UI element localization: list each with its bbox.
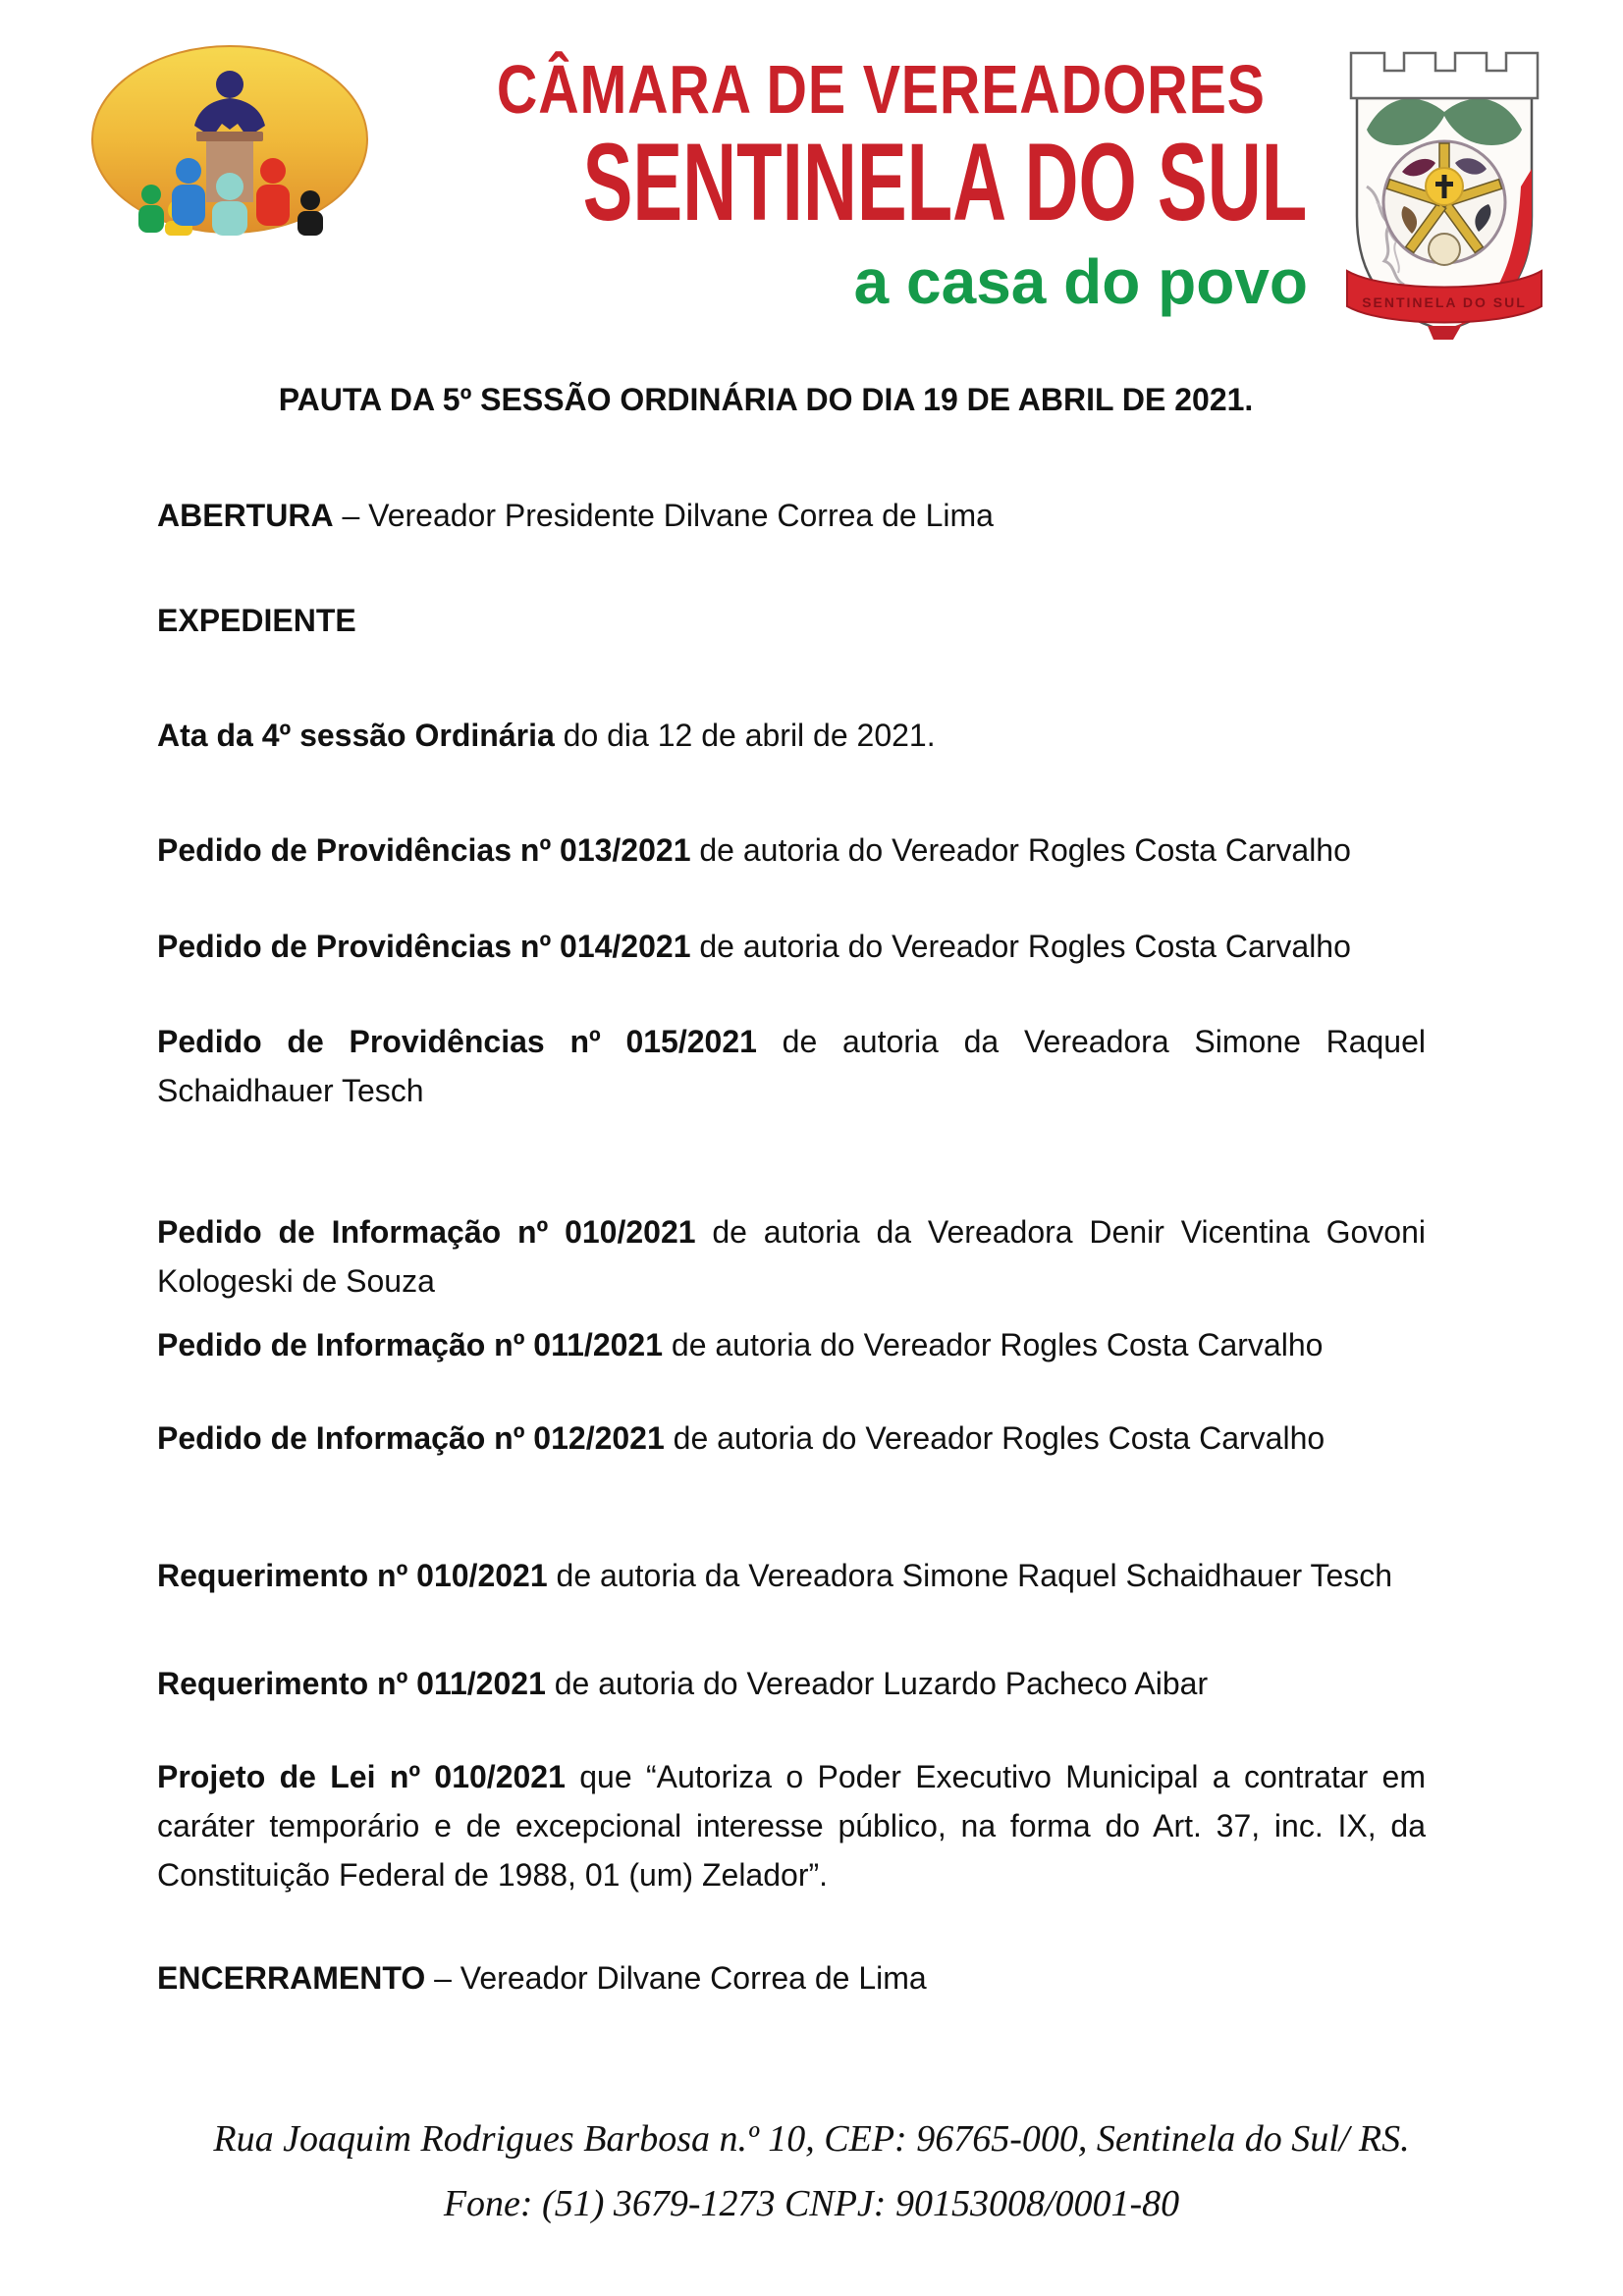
paragraph-requerimento-010 [157, 1551, 1426, 1600]
paragraph-expediente [157, 596, 1426, 645]
paragraph-providencias-013-text: de autoria do Vereador Rogles Costa Carvalho [690, 832, 1351, 868]
paragraph-ata-lead: Ata da 4º sessão Ordinária [157, 718, 555, 753]
org-header [412, 51, 1314, 317]
paragraph-requerimento-010-text: de autoria da Vereadora Simone Raquel Schaidhauer Tesch [547, 1558, 1393, 1593]
paragraph-requerimento-010-lead: Requerimento nº 010/2021 [157, 1558, 548, 1593]
footer-address: Rua Joaquim Rodrigues Barbosa n.º 10, CEP: 96765-000, Sentinela do Sul/ RS. [213, 2118, 1410, 2160]
paragraph-informacao-012 [157, 1414, 1426, 1463]
paragraph-encerramento-lead: ENCERRAMENTO [157, 1960, 426, 1996]
paragraph-requerimento-011-text: de autoria do Vereador Luzardo Pacheco Aibar [545, 1666, 1209, 1701]
paragraph-projeto-lei-010-text: que “Autoriza o Poder Executivo Municipal a contratar em caráter temporário e de excepcional interesse público, na forma do Art. 37, inc. IX, da Constituição Federal de 1988, 01 (um) Zelador”. [157, 1759, 1427, 1893]
paragraph-informacao-010-lead: Pedido de Informação nº 010/2021 [157, 1214, 696, 1250]
paragraph-encerramento-text: – Vereador Dilvane Correa de Lima [425, 1960, 927, 1996]
paragraph-providencias-015-lead: Pedido de Providências nº 015/2021 [157, 1024, 757, 1059]
paragraph-informacao-011-lead: Pedido de Informação nº 011/2021 [157, 1327, 663, 1362]
org-name-line1 [412, 51, 1314, 128]
council-people-logo [90, 45, 369, 236]
crest-banner-text: SENTINELA DO SUL [1362, 294, 1527, 310]
document-title: PAUTA DA 5º SESSÃO ORDINÁRIA DO DIA 19 DE ABRIL DE 2021. [278, 382, 1254, 417]
paragraph-ata-text: do dia 12 de abril de 2021. [554, 718, 936, 753]
paragraph-ata [157, 711, 1426, 760]
paragraph-abertura [157, 491, 1426, 540]
paragraph-expediente-lead: EXPEDIENTE [157, 603, 356, 638]
coat-of-arms [1333, 39, 1557, 342]
paragraph-requerimento-011 [157, 1659, 1426, 1708]
paragraph-informacao-011 [157, 1320, 1426, 1369]
paragraph-projeto-lei-010 [157, 1752, 1426, 1899]
paragraph-providencias-015-text: de autoria da Vereadora Simone Raquel Schaidhauer Tesch [157, 1024, 1427, 1108]
paragraph-requerimento-011-lead: Requerimento nº 011/2021 [157, 1666, 546, 1701]
org-tagline: a casa do povo [853, 246, 1308, 317]
paragraph-providencias-014 [157, 922, 1426, 971]
paragraph-providencias-014-lead: Pedido de Providências nº 014/2021 [157, 929, 691, 964]
org-name-line2 [412, 121, 1314, 243]
paragraph-abertura-text: – Vereador Presidente Dilvane Correa de Lima [333, 498, 994, 533]
paragraph-projeto-lei-010-lead: Projeto de Lei nº 010/2021 [157, 1759, 566, 1794]
paragraph-providencias-013 [157, 826, 1426, 875]
org-name-line1-text: CÂMARA DE VEREADORES [496, 51, 1266, 128]
paragraph-informacao-010-text: de autoria da Vereadora Denir Vicentina Govoni Kologeski de Souza [157, 1214, 1427, 1299]
paragraph-providencias-014-text: de autoria do Vereador Rogles Costa Carvalho [690, 929, 1351, 964]
paragraph-abertura-lead: ABERTURA [157, 498, 334, 533]
footer-phone-cnpj: Fone: (51) 3679-1273 CNPJ: 90153008/0001-80 [443, 2183, 1180, 2224]
paragraph-providencias-015 [157, 1017, 1426, 1115]
paragraph-informacao-011-text: de autoria do Vereador Rogles Costa Carvalho [663, 1327, 1324, 1362]
paragraph-informacao-010 [157, 1207, 1426, 1306]
paragraph-providencias-013-lead: Pedido de Providências nº 013/2021 [157, 832, 691, 868]
paragraph-informacao-012-lead: Pedido de Informação nº 012/2021 [157, 1420, 665, 1456]
org-name-line2-text: SENTINELA DO SUL [582, 121, 1308, 243]
paragraph-informacao-012-text: de autoria do Vereador Rogles Costa Carvalho [664, 1420, 1325, 1456]
paragraph-encerramento [157, 1953, 1426, 2002]
